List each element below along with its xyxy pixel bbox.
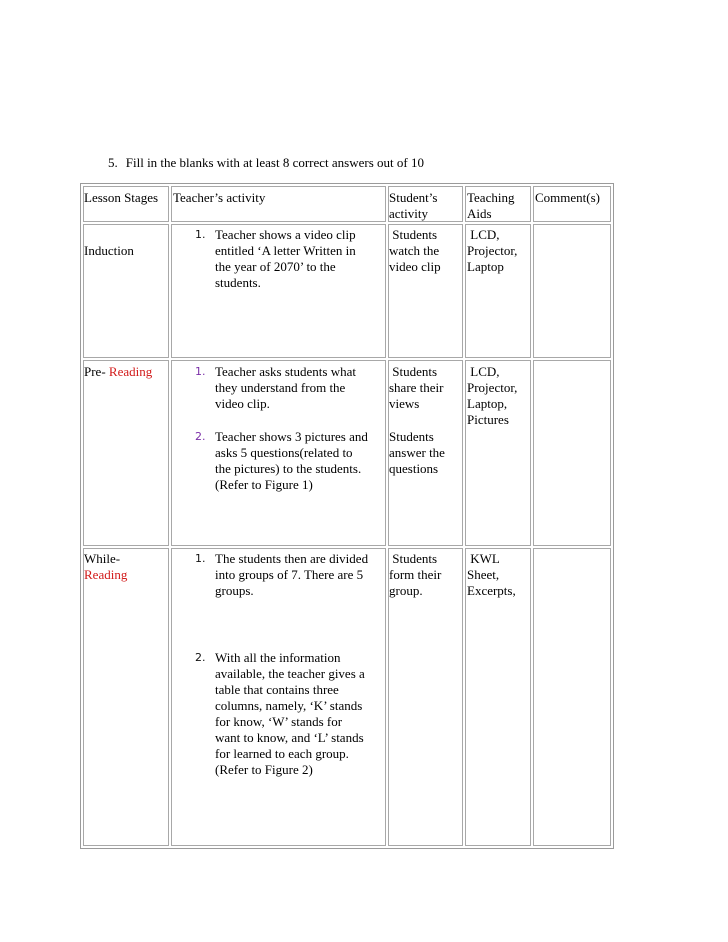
stage-while-prefix: While- <box>84 551 121 566</box>
list-number: 1. <box>195 552 206 565</box>
student-activity-line: questions <box>389 461 439 476</box>
teacher-activity-line: (Refer to Figure 2) <box>215 762 313 777</box>
header-aids-label-2: Aids <box>467 206 492 221</box>
student-activity-line: answer the <box>389 445 445 460</box>
teaching-aid-line: Laptop <box>467 259 504 274</box>
header-student-label-2: activity <box>389 206 428 221</box>
stage-reading-red: Reading <box>108 364 153 379</box>
teacher-activity-line: table that contains three <box>215 682 339 697</box>
student-activity-line: video clip <box>389 259 441 274</box>
instruction-text: Fill in the blanks with at least 8 correct answers out of 10 <box>125 155 424 170</box>
student-activity-line: Students <box>389 551 438 566</box>
list-number: 1. <box>195 228 206 241</box>
student-activity-line: Students <box>389 429 434 444</box>
teacher-activity-line: Teacher shows 3 pictures and <box>215 429 368 444</box>
row-prereading-stage-cell <box>83 360 169 546</box>
student-activity-line: form their <box>389 567 442 582</box>
header-aids-label-1: Teaching <box>467 190 515 205</box>
student-activity-line: share their <box>389 380 444 395</box>
header-comment-label: Comment(s) <box>535 190 600 205</box>
teacher-activity-line: groups. <box>215 583 254 598</box>
row-whilereading-stage-cell <box>83 548 169 846</box>
teaching-aid-line: Pictures <box>467 412 509 427</box>
teacher-activity-line: students. <box>215 275 261 290</box>
teaching-aid-line: Laptop, <box>467 396 508 411</box>
teaching-aid-line: LCD, <box>467 364 500 379</box>
teacher-activity-line: they understand from the <box>215 380 346 395</box>
teacher-activity-line: for learned to each group. <box>215 746 349 761</box>
list-number: 2. <box>195 430 206 443</box>
stage-prereading <box>84 364 152 380</box>
teacher-activity-line: the year of 2070’ to the <box>215 259 336 274</box>
teaching-aid-line: Projector, <box>467 380 518 395</box>
student-activity-line: watch the <box>389 243 440 258</box>
teacher-activity-line: for know, ‘W’ stands for <box>215 714 343 729</box>
teaching-aid-line: Sheet, <box>467 567 500 582</box>
list-number: 2. <box>195 651 206 664</box>
teaching-aid-line: LCD, <box>467 227 500 242</box>
row-prereading-comment-cell <box>533 360 611 546</box>
list-number: 1. <box>195 365 206 378</box>
teacher-activity-line: asks 5 questions(related to <box>215 445 353 460</box>
row-whilereading-comment-cell <box>533 548 611 846</box>
teacher-activity-line: into groups of 7. There are 5 <box>215 567 364 582</box>
teacher-activity-line: The students then are divided <box>215 551 369 566</box>
header-teacher-label: Teacher’s activity <box>173 190 266 205</box>
teacher-activity-line: Teacher shows a video clip <box>215 227 356 242</box>
stage-induction: Induction <box>84 243 134 258</box>
teacher-activity-line: the pictures) to the students. <box>215 461 362 476</box>
stage-reading-red: Reading <box>84 567 128 582</box>
student-activity-line: Students <box>389 227 438 242</box>
teacher-activity-line: (Refer to Figure 1) <box>215 477 313 492</box>
teacher-activity-line: want to know, and ‘L’ stands <box>215 730 364 745</box>
teacher-activity-line: video clip. <box>215 396 270 411</box>
teacher-activity-line: entitled ‘A letter Written in <box>215 243 356 258</box>
teacher-activity-line: columns, namely, ‘K’ stands <box>215 698 363 713</box>
teacher-activity-line: Teacher asks students what <box>215 364 356 379</box>
instruction-number: 5. <box>108 155 118 170</box>
teacher-activity-line: available, the teacher gives a <box>215 666 365 681</box>
student-activity-line: views <box>389 396 420 411</box>
stage-prefix: Pre- <box>84 364 109 379</box>
header-stage-label: Lesson Stages <box>84 190 159 205</box>
student-activity-line: group. <box>389 583 423 598</box>
row-induction-comment-cell <box>533 224 611 358</box>
teaching-aid-line: Projector, <box>467 243 518 258</box>
instruction-heading <box>108 155 424 171</box>
header-student-label-1: Student’s <box>389 190 438 205</box>
teaching-aid-line: Excerpts, <box>467 583 516 598</box>
teacher-activity-line: With all the information <box>215 650 341 665</box>
teaching-aid-line: KWL <box>467 551 500 566</box>
student-activity-line: Students <box>389 364 438 379</box>
